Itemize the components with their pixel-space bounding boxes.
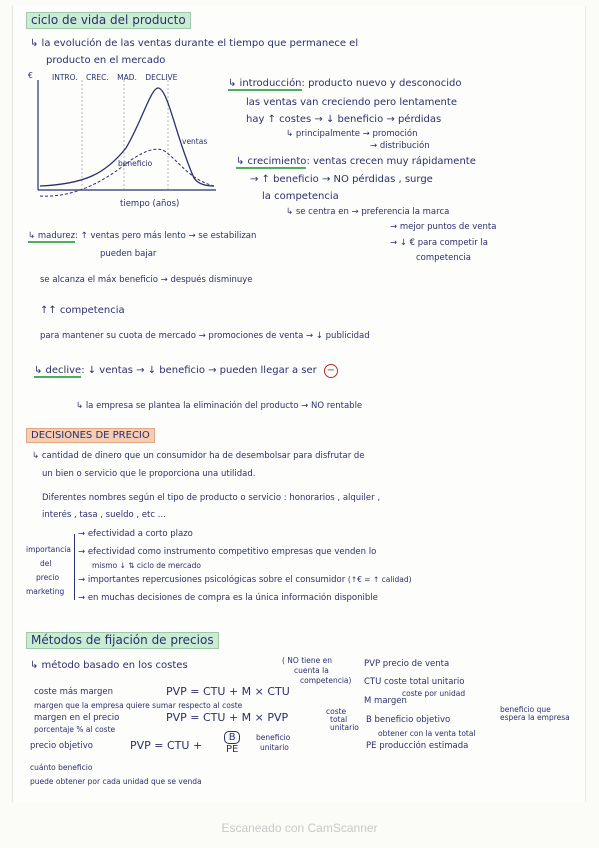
crecimiento-label: ↳ crecimiento	[236, 156, 307, 167]
metodos-m1-note-1: ( NO tiene en	[282, 656, 332, 665]
po-note-1: beneficio	[256, 733, 291, 742]
metodos-m1-note-2: cuenta la	[294, 666, 329, 675]
cmm-label: coste más margen	[34, 687, 114, 697]
mp-note-3: unitario	[330, 723, 359, 732]
mp-note-4: porcentaje % al coste	[34, 725, 116, 734]
madurez-text-5: para mantener su cuota de mercado → promociones de venta → ↓ publicidad	[40, 331, 370, 341]
legend-b-note: beneficio que espera la empresa	[500, 705, 570, 723]
decisiones-def-3: Diferentes nombres según el tipo de producto o servicio : honorarios , alquiler ,	[42, 493, 381, 503]
crecimiento-text-4: ↳ se centra en → preferencia la marca	[286, 207, 450, 217]
crecimiento-text-3: la competencia	[262, 191, 339, 202]
crecimiento-block	[236, 156, 476, 167]
introduccion-text-1: : producto nuevo y desconocido	[301, 78, 462, 89]
decisiones-def-2: un bien o servicio que le proporciona una utilidad.	[42, 469, 256, 479]
declive-text-2: ↳ la empresa se plantea la eliminación del producto → NO rentable	[76, 401, 363, 411]
legend-pvp: PVP precio de venta	[364, 659, 450, 669]
po-formula: PVP = CTU +	[130, 739, 203, 752]
legend-pe-note: obtener con la venta total	[378, 729, 476, 738]
introduccion-text-5: → distribución	[370, 141, 430, 151]
graph-stages: INTRO. CREC. MAD. DECLIVE	[52, 73, 178, 82]
madurez-text-4: ↑↑ competencia	[40, 305, 125, 316]
introduccion-text-3: hay ↑ costes → ↓ beneficio → pérdidas	[246, 114, 442, 125]
importancia-bracket	[74, 534, 75, 600]
madurez-block	[28, 232, 256, 241]
crecimiento-text-6: → ↓ € para competir la	[390, 238, 489, 248]
po-fraction-num: B	[224, 731, 240, 744]
introduccion-label: ↳ introducción	[228, 78, 302, 89]
importancia-item-5: → en muchas decisiones de compra es la única información disponible	[78, 593, 378, 603]
crecimiento-text-2: → ↑ beneficio → NO pérdidas , surge	[250, 174, 433, 185]
po-note-2: unitario	[260, 743, 289, 752]
introduccion-text-2: las ventas van creciendo pero lentamente	[246, 97, 457, 108]
madurez-text-1: : ↑ ventas pero más lento → se estabilizan	[75, 231, 257, 241]
importancia-item-4-note: (↑€ = ↑ calidad)	[347, 575, 412, 584]
importancia-item-1: → efectividad a corto plazo	[78, 529, 193, 539]
importancia-item-4-wrap	[78, 576, 412, 585]
po-fraction	[224, 731, 240, 755]
declive-text-1: : ↓ ventas → ↓ beneficio → pueden llegar a ser	[81, 365, 317, 376]
graph-beneficio-curve	[40, 149, 214, 196]
scanner-watermark: Escaneado con CamScanner	[221, 821, 378, 835]
mp-label: margen en el precio	[34, 713, 120, 723]
mp-formula: PVP = CTU + M × PVP	[166, 711, 289, 724]
importancia-item-3: mismo ↓ ⇅ ciclo de mercado	[92, 561, 201, 570]
importancia-side-1: importancia	[26, 545, 71, 554]
metodos-m1-note-3: competencia)	[300, 676, 352, 685]
ciclo-intro-line1: ↳ la evolución de las ventas durante el tiempo que permanece el	[30, 38, 359, 49]
graph-y-label: €	[28, 71, 33, 80]
legend-m: M margen	[364, 696, 407, 706]
legend-ctu-note: coste por unidad	[402, 689, 466, 698]
section-title-decisiones: DECISIONES DE PRECIO	[26, 428, 155, 443]
decisiones-def-4: interés , tasa , sueldo , etc ...	[42, 510, 166, 520]
po-note-3: cuánto beneficio	[30, 763, 93, 772]
importancia-side-4: marketing	[26, 587, 65, 596]
madurez-text-3: se alcanza el máx beneficio → después disminuye	[40, 275, 253, 285]
po-label: precio objetivo	[30, 741, 93, 751]
po-note-4: puede obtener por cada unidad que se venda	[30, 777, 202, 786]
legend-ctu: CTU coste total unitario	[364, 677, 465, 687]
minus-circle-icon: −	[324, 364, 338, 378]
madurez-text-2: pueden bajar	[100, 249, 157, 259]
importancia-item-4: → importantes repercusiones psicológicas sobre el consumidor	[78, 575, 346, 585]
metodos-m1: ↳ método basado en los costes	[30, 660, 188, 671]
decisiones-def-1: ↳ cantidad de dinero que un consumidor ha de desembolsar para disfrutar de	[32, 451, 365, 461]
mp-note-2: total	[330, 715, 348, 724]
importancia-side-2: del	[40, 559, 52, 568]
declive-label: ↳ declive	[34, 365, 82, 376]
crecimiento-text-5: → mejor puntos de venta	[390, 222, 497, 232]
cmm-formula: PVP = CTU + M × CTU	[166, 685, 290, 698]
legend-pe: PE producción estimada	[366, 741, 469, 751]
po-fraction-den: PE	[226, 744, 239, 755]
introduccion-block	[228, 78, 462, 89]
section-title-metodos: Métodos de fijación de precios	[26, 632, 219, 649]
cmm-note: margen que la empresa quiere sumar respecto al coste	[34, 701, 243, 710]
crecimiento-text-7: competencia	[416, 253, 471, 263]
madurez-label: ↳ madurez	[28, 231, 76, 241]
graph-ventas-label: ventas	[182, 137, 208, 146]
graph-x-label: tiempo (años)	[120, 199, 180, 209]
ciclo-intro-line2: producto en el mercado	[46, 55, 166, 66]
introduccion-text-4: ↳ principalmente → promoción	[286, 129, 418, 139]
importancia-side-3: precio	[36, 573, 60, 582]
section-title-ciclo: ciclo de vida del producto	[26, 12, 191, 29]
importancia-item-2: → efectividad como instrumento competitivo empresas que venden lo	[78, 547, 377, 557]
declive-block	[34, 364, 338, 378]
legend-b: B beneficio objetivo	[366, 715, 451, 725]
graph-beneficio-label: beneficio	[118, 159, 153, 168]
crecimiento-text-1: : ventas crecen muy rápidamente	[306, 156, 476, 167]
mp-note-1: coste	[326, 707, 347, 716]
